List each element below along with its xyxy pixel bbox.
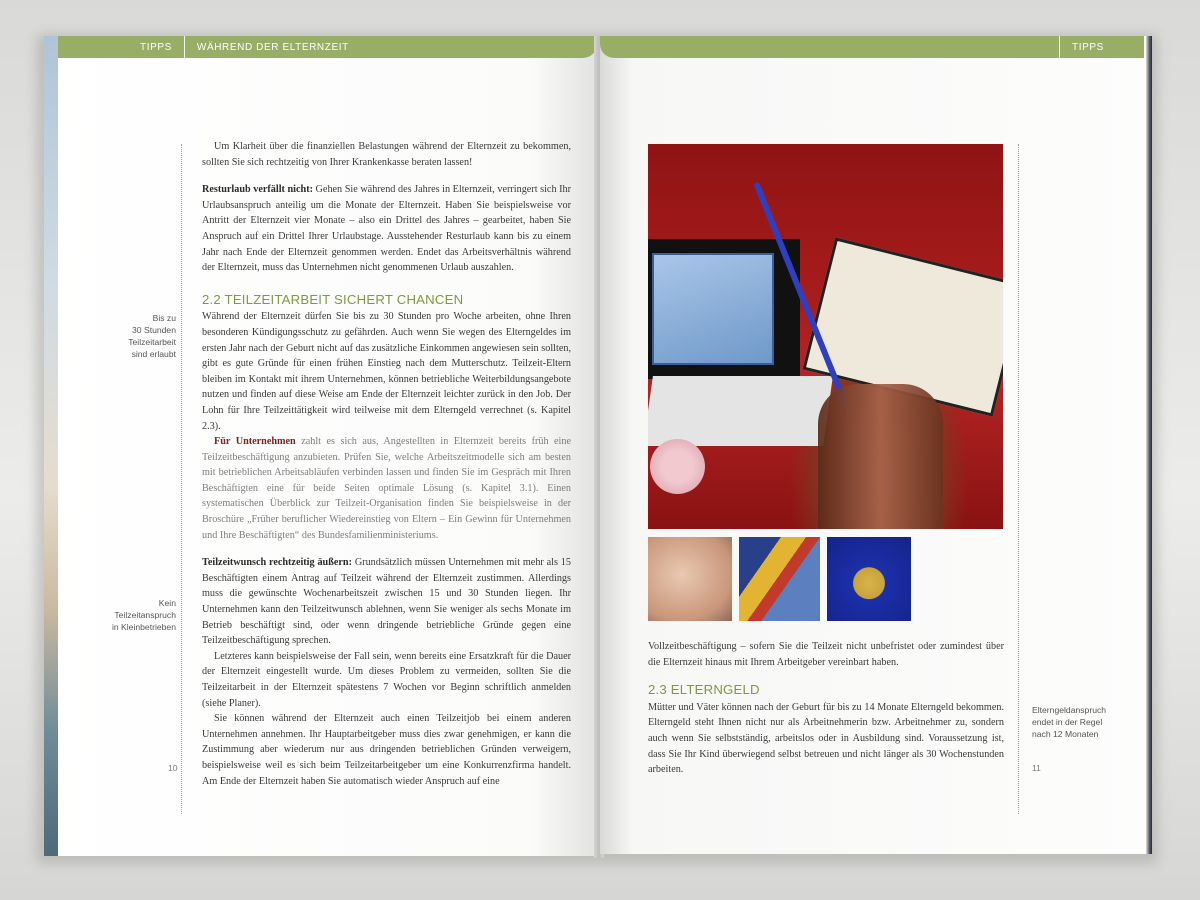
baby-photo <box>648 537 732 621</box>
unternehmen-lead: Für Unternehmen <box>214 436 296 448</box>
margin-rule <box>181 144 182 814</box>
margin-note-30-stunden <box>104 312 176 360</box>
unternehmen-text: zahlt es sich aus, Angestellten in Elternzeit bereits früh eine Teilzeitbeschäftigung anzubieten. Prüfen Sie, welche Arbeitszeitmodelle sich am besten mit betrieblichen Arbeitsabläufen verbinden lassen und finden Sie im Gespräch mit Ihren Beschäftigten eine für beide Seiten optimale Lösung (s. Kapitel 3.1). Einen systematischen Überblick zur Teilzeit-Organisation finden Sie beispielsweise in der Broschüre „Früher beruflicher Wiedereinstieg von Eltern – Ein Gewinn für Unternehmen und Ihre Beschäftigten“ des Bundesfamilienministeriums. <box>202 436 571 541</box>
resturlaub-lead: Resturlaub verfällt nicht: <box>202 184 313 196</box>
margin-note-line: sind erlaubt <box>131 349 176 359</box>
keyboard-image <box>648 376 833 446</box>
header-section-label: TIPPS <box>140 41 172 53</box>
elterngeld-paragraph: Mütter und Väter können nach der Geburt für bis zu 14 Monate Elterngeld bekommen. Elterngeld steht Ihnen nicht nur als Arbeitnehmerin bzw. Arbeitnehmer zu, sondern auch wenn Sie selbstständig, arbeitslos oder in Ausbildung sind. Voraussetzung ist, dass Sie Ihr Kind überwiegend selbst betreuen und nicht länger als 30 Wochenstunden arbeiten. <box>648 701 1004 776</box>
laptop-screen-image <box>648 239 800 379</box>
margin-rule <box>1018 144 1019 814</box>
section-heading-2-3: 2.3 ELTERNGELD <box>648 682 760 698</box>
page-number-right: 11 <box>1032 763 1041 773</box>
margin-note-line: endet in der Regel <box>1032 717 1103 727</box>
header-divider <box>184 36 185 58</box>
margin-note-line: Bis zu <box>152 313 176 323</box>
left-header-bar <box>58 36 597 58</box>
page-number-left: 10 <box>168 763 178 773</box>
margin-note-line: nach 12 Monaten <box>1032 729 1099 739</box>
left-page <box>44 36 597 856</box>
right-page <box>600 36 1152 854</box>
main-photo <box>648 144 1003 529</box>
continuation-paragraph: Vollzeitbeschäftigung – sofern Sie die Teilzeit nicht unbefristet oder zumindest über die Elternzeit hinaus mit Ihrem Arbeitgeber vereinbart haben. <box>648 641 1004 668</box>
margin-note-line: Teilzeitarbeit <box>128 337 176 347</box>
section-heading-2-2: 2.2 TEILZEITARBEIT SICHERT CHANCEN <box>202 291 464 307</box>
victory-column-photo <box>827 537 911 621</box>
pacifier-image <box>650 439 705 494</box>
margin-note-kleinbetriebe <box>94 597 176 633</box>
zweitjob-paragraph: Sie können während der Elternzeit auch einen Teilzeitjob bei einem anderen Unternehmen annehmen. Ihr Hauptarbeitgeber muss dies zwar genehmigen, er kann die Zustimmung aber wiederum nur aus dringenden betrieblichen Gründen verweigern, beispielsweise weil es sich beim Teilzeitarbeitgeber um eine Konkurrenzfirma handelt. Am Ende der Elternzeit haben Sie automatisch wieder Anspruch auf eine <box>202 713 571 787</box>
margin-note-line: in Kleinbetrieben <box>111 622 176 632</box>
abstract-photo <box>739 537 820 621</box>
margin-note-elterngeld <box>1032 704 1142 740</box>
letzteres-paragraph: Letzteres kann beispielsweise der Fall sein, wenn bereits eine Ersatzkraft für die Dauer der Elternzeit eingestellt wurde. Um dieses Problem zu vermeiden, sollten Sie die Teilzeitarbeit in der Elternzeit spätestens 7 Wochen vor Beginn schriftlich anmelden (siehe Planer). <box>202 650 571 709</box>
margin-note-line: 30 Stunden <box>132 325 176 335</box>
header-section-label: TIPPS <box>1072 41 1104 53</box>
teilzeit-paragraph: Während der Elternzeit dürfen Sie bis zu 30 Stunden pro Woche arbeiten, ohne Ihren besonderen Kündigungsschutz zu gefährden. Auch wenn Sie wegen des Elterngeldes im ersten Jahr nach der Geburt nicht auf das zusätzliche Einkommen angewiesen sein sollten, gibt es gute Gründe für einen frühen Einstieg nach dem Mutterschutz. Teilzeit-Eltern bleiben im Kontakt mit ihrem Unternehmen, können betriebliche Weiterbildungsangebote nutzen und finden auf diese Weise am Ende der Elternzeit leichter zurück in den Job. Der Lohn für Ihre Teilzeittätigkeit wird teilweise mit dem Elterngeld verrechnet (s. Kapitel 2.3). <box>202 311 571 432</box>
teilzeitwunsch-paragraph <box>202 555 571 649</box>
jar-image <box>818 384 943 529</box>
right-header-bar <box>600 36 1144 58</box>
edge-photo-strip <box>44 36 58 856</box>
header-title: WÄHREND DER ELTERNZEIT <box>196 41 349 53</box>
margin-note-line: Teilzeitanspruch <box>114 610 176 620</box>
margin-note-line: Elterngeldanspruch <box>1032 705 1107 715</box>
teilzeitwunsch-lead: Teilzeitwunsch rechtzeitig äußern: <box>202 557 352 569</box>
resturlaub-text: Gehen Sie während des Jahres in Elternzeit, verringert sich Ihr Urlaubsanspruch anteilig um die Monate der Elternzeit. Haben Sie beispielsweise vor Antritt der Elternzeit vier Monate – also ein Drittel des Jahres – gearbeitet, haben Sie Anspruch auf ein Drittel Ihrer Urlaubstage. Ausstehender Resturlaub kann bis zu einem Jahr nach Ende der Elternzeit genommen werden. Endet das Arbeitsverhältnis während der Elternzeit, muss das Unternehmen nicht genommenen Urlaub auszahlen. <box>202 184 571 274</box>
resturlaub-paragraph <box>202 182 571 276</box>
teilzeitwunsch-text: Grundsätzlich müssen Unternehmen mit mehr als 15 Beschäftigten einem Antrag auf Teilzeit während der Elternzeit zustimmen. Allerdings muss die gewünschte Wochenarbeitszeit zwischen 15 und 30 Stunden liegen. Ihr Unternehmen kann den Teilzeitwunsch ablehnen, wenn Sie weniger als sechs Monate im Betrieb beschäftigt sind, oder wenn dringende betriebliche Gründe gegen eine Teilzeitbeschäftigung sprechen. <box>202 557 571 647</box>
left-body-text <box>202 139 571 789</box>
margin-note-line: Kein <box>158 598 176 608</box>
right-body-text <box>648 639 1004 778</box>
unternehmen-paragraph <box>202 434 571 543</box>
intro-paragraph: Um Klarheit über die finanziellen Belastungen während der Elternzeit zu bekommen, sollten Sie sich rechtzeitig von Ihrer Krankenkasse beraten lassen! <box>202 141 571 168</box>
header-divider <box>1059 36 1060 58</box>
